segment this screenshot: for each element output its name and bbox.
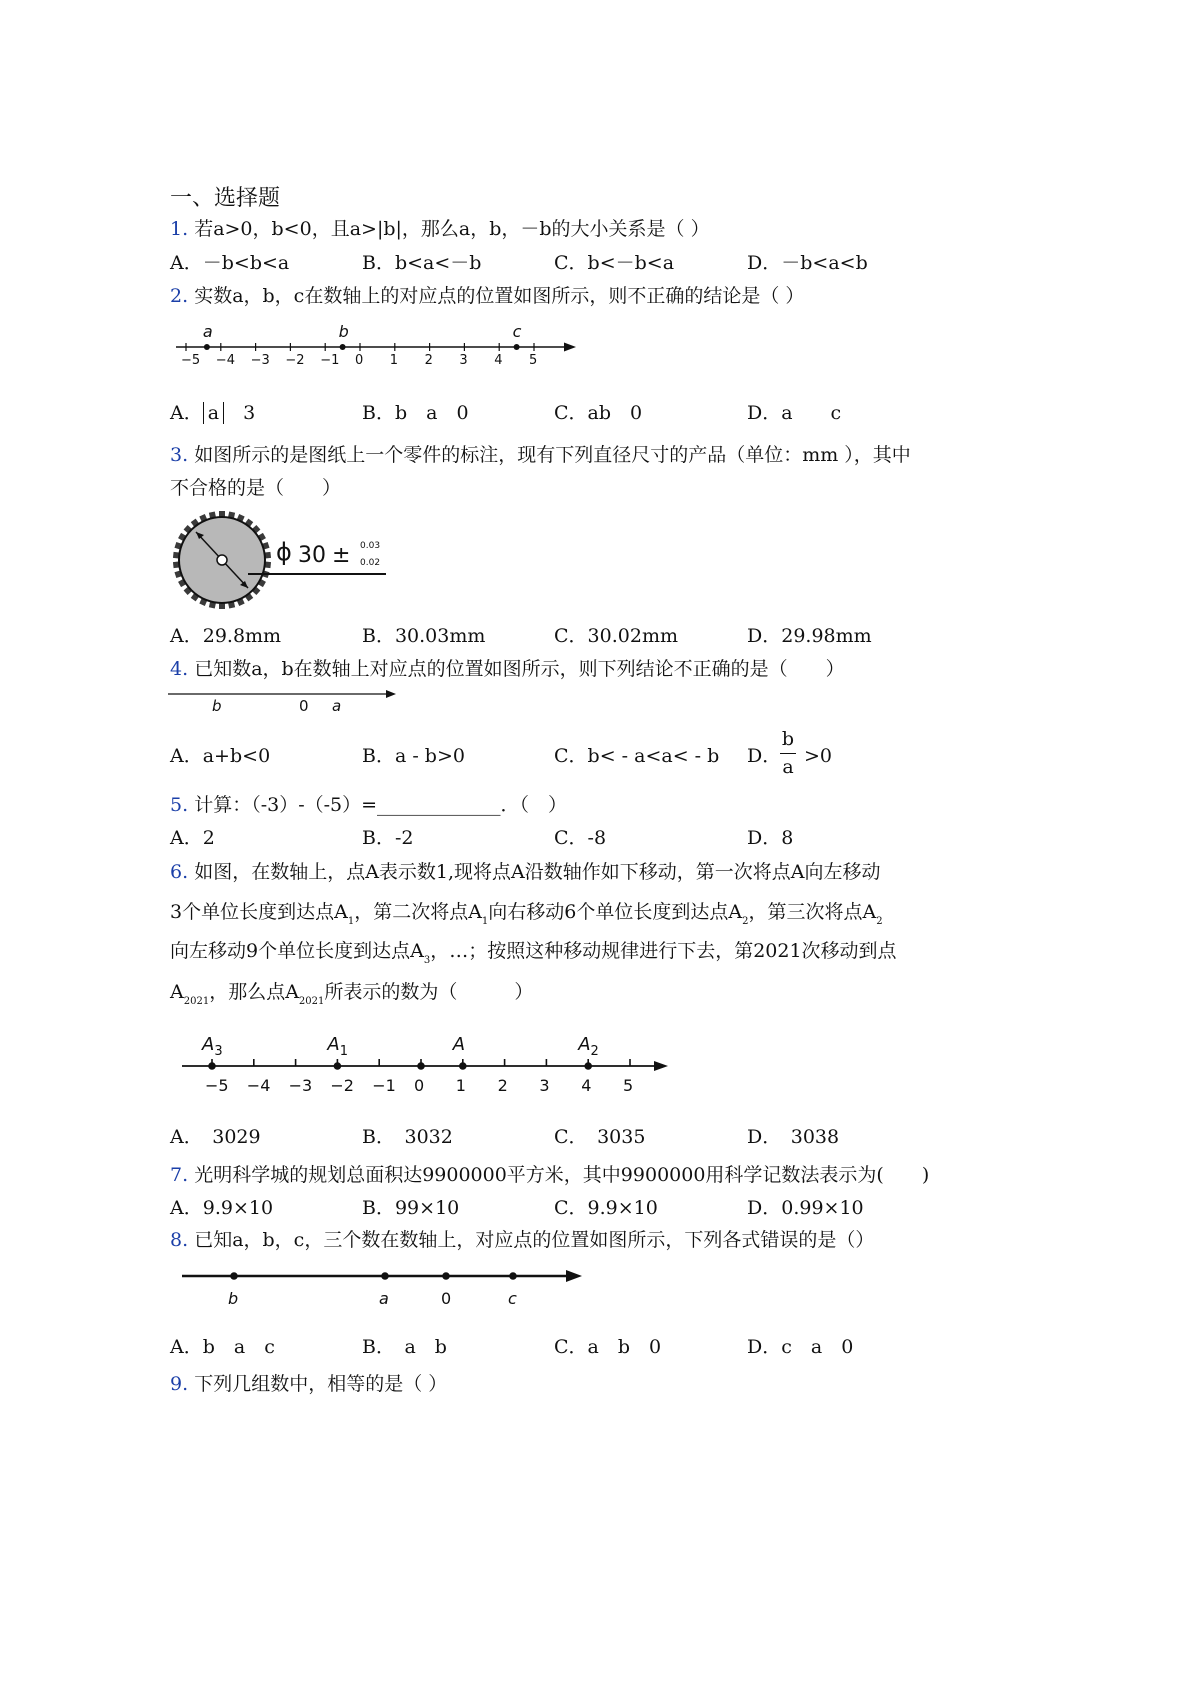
point-label-b: b (228, 1289, 239, 1308)
point-b (340, 344, 346, 350)
nominal-diameter: 30 (298, 543, 326, 568)
q6-number-line (178, 1024, 673, 1104)
q5-option-c[interactable]: C．-8 (554, 827, 607, 849)
point-label-a: a (332, 697, 342, 715)
q6-option-a[interactable]: A． 3029 (170, 1126, 261, 1148)
point-A (459, 1062, 467, 1070)
question-number: 7. (170, 1164, 189, 1186)
tick-label: −3 (288, 1076, 313, 1095)
section-title: 一、选择题 (170, 186, 281, 211)
tick-label: 3 (459, 353, 468, 368)
question-stem: 如图所示的是图纸上一个零件的标注，现有下列直径尺寸的产品（单位：mm ），其中 (194, 444, 911, 466)
q3-option-c[interactable]: C．30.02mm (554, 625, 678, 647)
question-6 (170, 863, 880, 882)
q5-option-a[interactable]: A．2 (170, 827, 215, 849)
q2-option-d[interactable]: D．a c (747, 402, 842, 424)
q4-option-b[interactable]: B．a - b>0 (362, 745, 465, 767)
q8-option-b[interactable]: B． a b (362, 1336, 447, 1358)
question-2 (170, 287, 804, 306)
upper-tolerance: 0.03 (360, 541, 381, 551)
q8-number-line (178, 1264, 590, 1314)
tick-label: 2 (424, 353, 433, 368)
question-number: 9. (170, 1373, 189, 1395)
q4-option-d[interactable]: D． (747, 745, 782, 767)
tick-label: −3 (250, 353, 270, 368)
lower-tolerance: 0.02 (360, 558, 381, 568)
point-label-A2: $A_2$ (578, 1034, 599, 1059)
point-a (204, 344, 210, 350)
point-A3 (208, 1062, 216, 1070)
gear-part-figure (168, 510, 398, 610)
tick-label: −5 (205, 1076, 229, 1095)
tick-label: 5 (529, 353, 538, 368)
question-stem: 若a>0，b<0，且a>|b|，那么a，b，－b的大小关系是（ ） (194, 218, 710, 240)
question-9 (170, 1375, 447, 1394)
question-stem: 已知数a，b在数轴上对应点的位置如图所示，则下列结论不正确的是（ ） (194, 658, 845, 680)
point-label-a: a (202, 322, 213, 341)
tick-label-0: 0 (299, 697, 309, 715)
q2-number-line (168, 318, 580, 368)
question-stem: 已知a，b，c，三个数在数轴上，对应点的位置如图所示，下列各式错误的是（） (194, 1229, 875, 1251)
plus-minus-sign: ± (332, 543, 351, 568)
q3-option-b[interactable]: B．30.03mm (362, 625, 486, 647)
tick-label: 0 (355, 353, 364, 368)
q8-option-c[interactable]: C．a b 0 (554, 1336, 662, 1358)
q7-option-a[interactable]: A．9.9×10 (170, 1197, 274, 1219)
question-stem: 实数a，b，c在数轴上的对应点的位置如图所示，则不正确的结论是（ ） (194, 285, 805, 307)
question-stem-cont: 向左移动9个单位长度到达点$A_3$，…；按照这种移动规律进行下去，第2021次移动到点 (170, 940, 897, 966)
tick-label: −4 (246, 1076, 271, 1095)
question-3 (170, 446, 911, 465)
point-c (514, 344, 520, 350)
q6-option-b[interactable]: B． 3032 (362, 1126, 453, 1148)
q6-option-d[interactable]: D． 3038 (747, 1126, 840, 1148)
q2-option-c[interactable]: C．ab 0 (554, 402, 643, 424)
origin-point (417, 1062, 425, 1070)
q8-option-a[interactable]: A．b a c (170, 1336, 275, 1358)
tick-label: 5 (623, 1076, 634, 1095)
tick-label: 1 (389, 353, 399, 368)
q4-option-d-tail: >0 (804, 745, 833, 767)
question-stem: 光明科学城的规划总面积达9900000平方米，其中9900000用科学记数法表示为( ) (194, 1164, 930, 1186)
question-stem-cont: $A_{2021}$，那么点$A_{2021}$所表示的数为（ ） (170, 981, 534, 1007)
q3-option-a[interactable]: A．29.8mm (170, 625, 282, 647)
q6-option-c[interactable]: C． 3035 (554, 1126, 646, 1148)
tick-label: 1 (455, 1076, 466, 1095)
question-number: 6. (170, 861, 189, 883)
question-7 (170, 1166, 929, 1185)
tick-label-0: 0 (441, 1289, 452, 1308)
fraction-b-over-a: b a (781, 728, 795, 778)
question-number: 4. (170, 658, 189, 680)
question-8 (170, 1231, 874, 1250)
tick-label: −4 (215, 353, 235, 368)
point-label-A3: $A_3$ (202, 1034, 223, 1059)
absolute-value-a: a (203, 402, 224, 424)
tick-label: −5 (181, 353, 201, 368)
phi-symbol: ϕ (276, 538, 292, 566)
point-label-c: c (512, 322, 522, 341)
question-1 (170, 220, 710, 239)
question-number: 5. (170, 794, 189, 816)
q3-option-d[interactable]: D．29.98mm (747, 625, 872, 647)
q8-option-d[interactable]: D．c a 0 (747, 1336, 854, 1358)
point-label-b: b (338, 322, 349, 341)
q7-option-d[interactable]: D．0.99×10 (747, 1197, 864, 1219)
tick-label: 3 (539, 1076, 550, 1095)
tick-label: 2 (497, 1076, 508, 1095)
question-4 (170, 660, 845, 679)
q1-option-c[interactable]: C．b<－b<a (554, 252, 675, 274)
point-label-c: c (508, 1289, 517, 1308)
tick-label: 4 (494, 353, 503, 368)
point-label-A: A (452, 1034, 466, 1055)
tick-label: −2 (330, 1076, 354, 1095)
q5-option-d[interactable]: D．8 (747, 827, 794, 849)
tick-label: −1 (320, 353, 340, 368)
tick-label: −2 (285, 353, 305, 368)
tick-label: 4 (581, 1076, 592, 1095)
point-A2 (584, 1062, 592, 1070)
q7-option-c[interactable]: C．9.9×10 (554, 1197, 658, 1219)
question-stem-cont: 3个单位长度到达点$A_1$，第二次将点$A_1$向右移动6个单位长度到达点$A_2$，第三次将点$A_2$ (170, 901, 883, 927)
q2-option-a[interactable]: A． a 3 (170, 402, 256, 424)
q7-option-b[interactable]: B．99×10 (362, 1197, 460, 1219)
point-A1 (334, 1062, 342, 1070)
q2-option-b[interactable]: B．b a 0 (362, 402, 469, 424)
point-label-A1: $A_1$ (327, 1034, 349, 1059)
question-stem: 如图，在数轴上，点A表示数1,现将点A沿数轴作如下移动，第一次将点A向左移动 (194, 861, 881, 883)
q1-option-a[interactable]: A．－b<b<a (170, 252, 290, 274)
question-stem-cont: 不合格的是（ ） (170, 477, 342, 499)
point-label-a: a (379, 1289, 389, 1308)
question-number: 1. (170, 218, 189, 240)
question-stem: 计算：（-3）-（-5）=_____________．（ ） (194, 794, 568, 816)
q1-option-d[interactable]: D．－b<a<b (747, 252, 868, 274)
q4-option-c[interactable]: C．b< - a<a< - b (554, 745, 720, 767)
question-number: 8. (170, 1229, 189, 1251)
point-label-b: b (212, 697, 222, 715)
question-number: 2. (170, 285, 189, 307)
q1-option-b[interactable]: B．b<a<－b (362, 252, 482, 274)
question-stem: 下列几组数中，相等的是（ ） (194, 1373, 448, 1395)
q5-option-b[interactable]: B．-2 (362, 827, 414, 849)
q4-option-a[interactable]: A．a+b<0 (170, 745, 271, 767)
question-number: 3. (170, 444, 189, 466)
tick-label: 0 (414, 1076, 425, 1095)
question-5 (170, 796, 567, 815)
tick-label: −1 (372, 1076, 396, 1095)
q4-number-line (168, 686, 400, 720)
